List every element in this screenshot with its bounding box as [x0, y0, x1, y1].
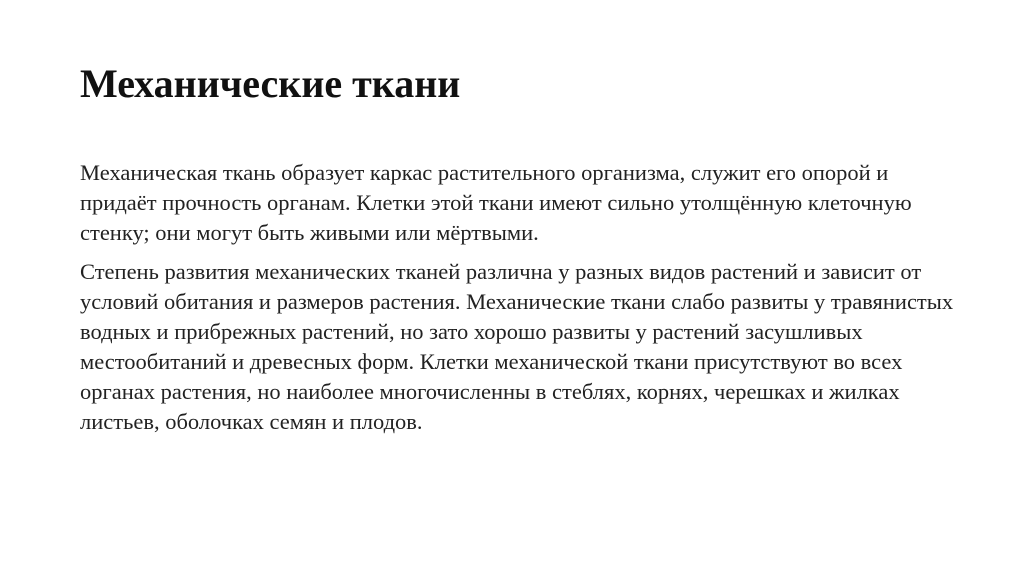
slide-body: [80, 158, 960, 446]
paragraph-definition: Механическая ткань образует каркас растительного организма, служит его опорой и придаёт прочность органам. Клетки этой ткани имеют сильно утолщённую клеточную стенку; они могут быть живыми или мёртвыми.: [80, 160, 912, 245]
slide-title: Механические ткани: [80, 61, 461, 106]
paragraph-development: Степень развития механических тканей различна у разных видов растений и зависит от условий обитания и размеров растения. Механические ткани слабо развиты у травянистых водных и прибрежных растений, но зато хорошо развиты у растений засушливых местообитаний и древесных форм. Клетки механической ткани присутствуют во всех органах растения, но наиболее многочисленны в стеблях, корнях, черешках и жилках листьев, оболочках семян и плодов.: [80, 259, 954, 434]
